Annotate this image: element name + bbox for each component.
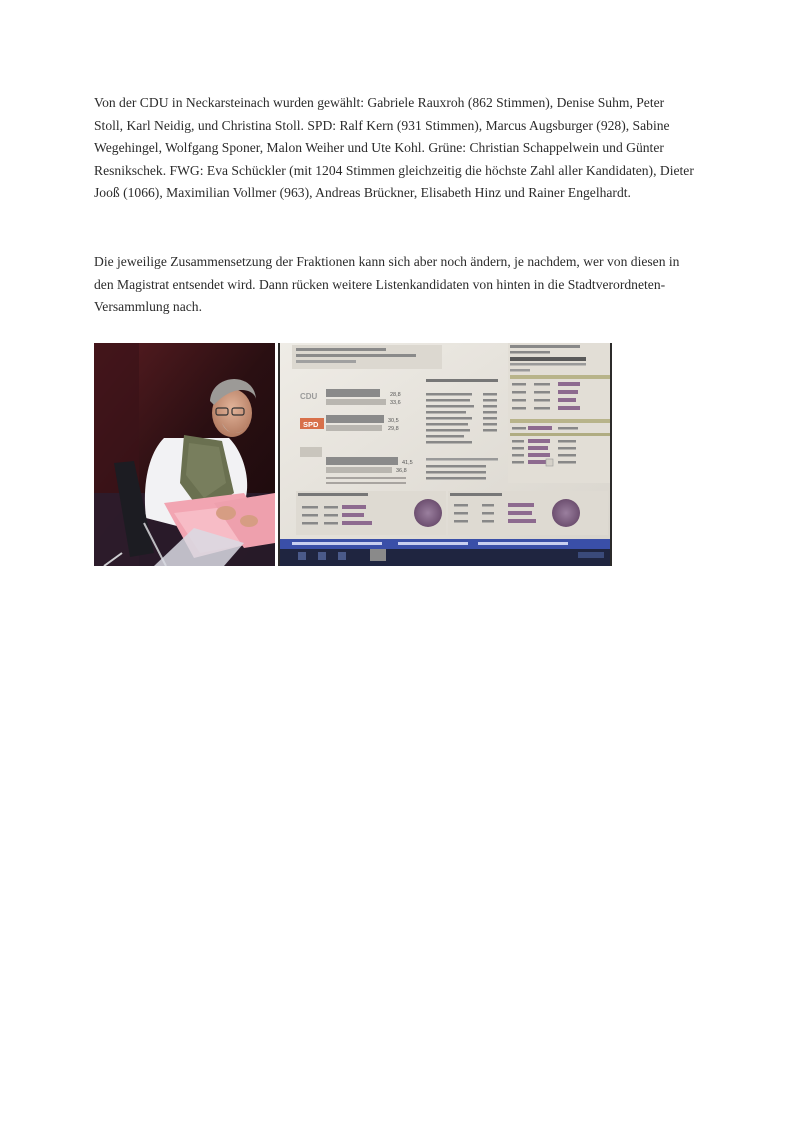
bar-fwg-2016 xyxy=(326,457,398,465)
value-spd-2011: 29,8 xyxy=(388,426,399,432)
lower-left-panel xyxy=(296,491,446,535)
value-cdu-2016: 28,8 xyxy=(390,392,401,398)
paragraph-election-results: Von der CDU in Neckarsteinach wurden gewählt: Gabriele Rauxroh (862 Stimmen), Denise Suhm, Peter Stoll, Karl Neidig, und Christina Stoll. SPD: Ralf Kern (931 Stimmen), Marcus Augsburger (928), Sabine Wegehingel, Wolfgang Sponer, Malon Weiher und Ute Kohl. Grüne: Christian Schappelwein und Günter Resnikschek. FWG: Eva Schückler (mit 1204 Stimmen gleichzeitig die höchste Zahl aller Kandidaten), Dieter Jooß (1066), Maximilian Vollmer (963), Andreas Brückner, Elisabeth Hinz und Rainer Engelhardt. xyxy=(94,95,694,201)
bar-cdu-2016 xyxy=(326,389,380,397)
bar-spd-2016 xyxy=(326,415,384,423)
photo-election-projection xyxy=(278,343,612,566)
bar-cdu-2011 xyxy=(326,399,386,405)
paragraph-faction-composition: Die jeweilige Zusammensetzung der Fraktionen kann sich aber noch ändern, je nachdem, wer von diesen in den Magistrat entsendet wird. Dann rücken weitere Listenkandidaten von hinten in die Stadtverordneten-Versammlung nach. xyxy=(94,254,680,315)
value-spd-2016: 30,5 xyxy=(388,418,399,424)
party-badge-fwg xyxy=(300,447,322,457)
right-result-panel xyxy=(508,343,610,483)
pie-chart-left xyxy=(414,499,442,527)
value-fwg-2011: 36,8 xyxy=(396,468,407,474)
photo-man-reading-illustration xyxy=(94,343,275,566)
bar-spd-2011 xyxy=(326,425,382,431)
lower-right-panel xyxy=(448,491,608,535)
party-label-spd: SPD xyxy=(303,420,319,429)
photo-man-reading xyxy=(94,343,275,566)
bar-fwg-2011 xyxy=(326,467,392,473)
projection-screen-illustration xyxy=(278,343,612,566)
pie-chart-right xyxy=(552,499,580,527)
value-fwg-2016: 41,5 xyxy=(402,460,413,466)
party-label-cdu: CDU xyxy=(300,392,318,401)
value-cdu-2011: 33,6 xyxy=(390,400,401,406)
